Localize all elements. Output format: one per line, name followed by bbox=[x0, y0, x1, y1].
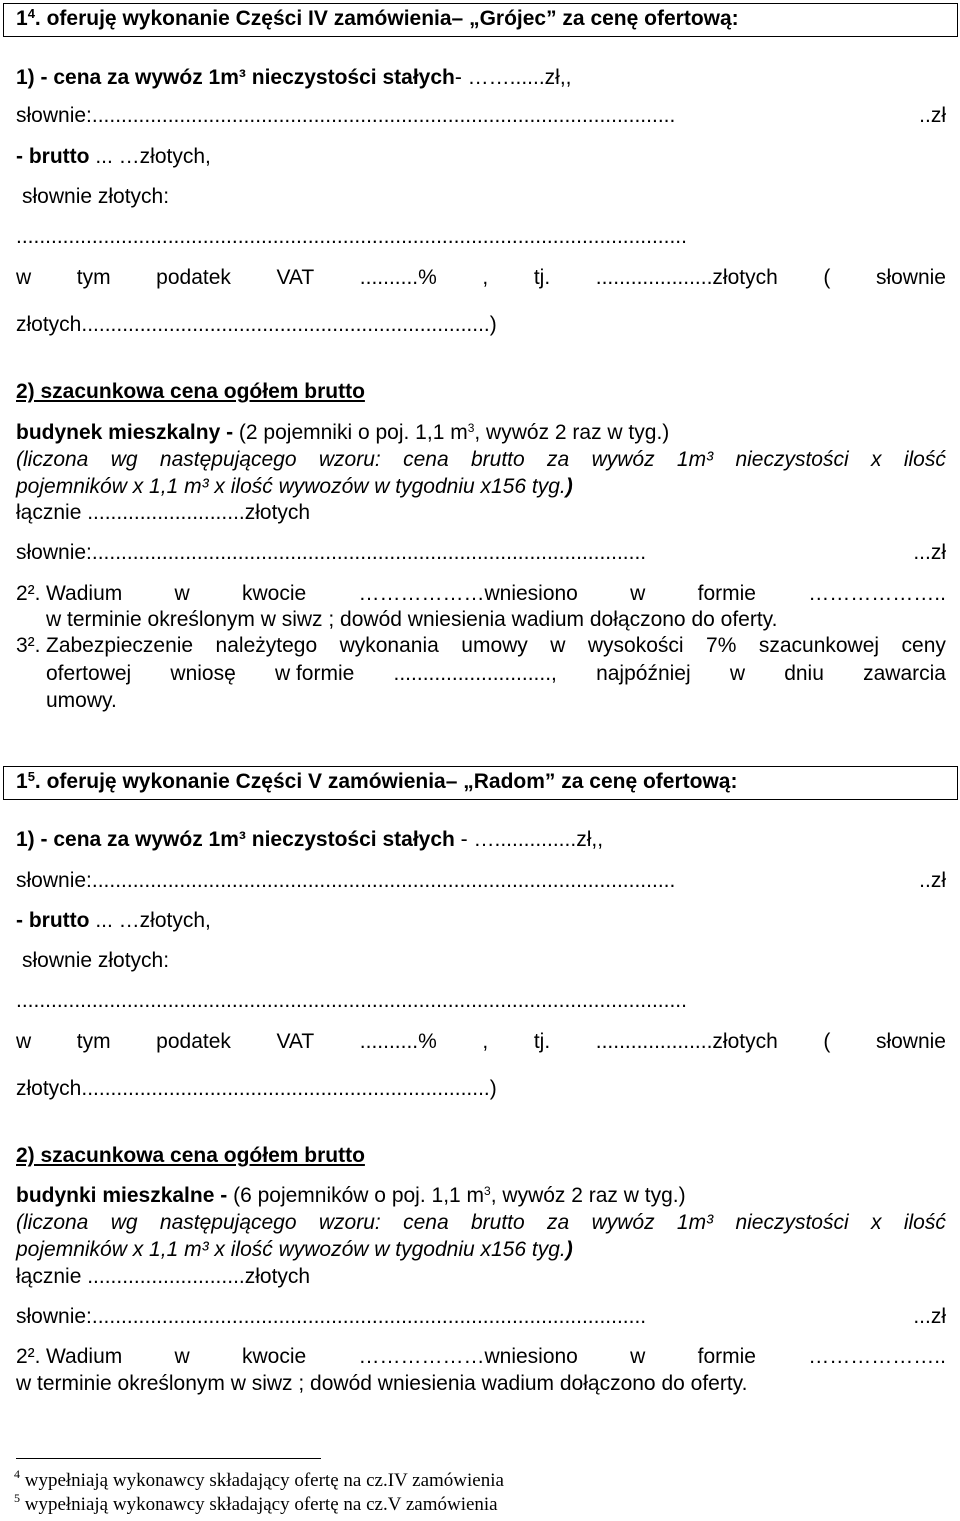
word: ..........................., bbox=[393, 662, 557, 685]
word: , bbox=[482, 266, 489, 289]
footnote-ref: 5 bbox=[27, 769, 35, 784]
word: słownie bbox=[875, 1030, 946, 1053]
word: formie bbox=[697, 582, 756, 605]
header-number: 1 bbox=[16, 770, 28, 793]
zabezpieczenie-line-1 bbox=[46, 634, 946, 658]
word: zawarcia bbox=[863, 662, 946, 685]
word: w bbox=[16, 1030, 32, 1053]
building-line: budynki mieszkalne - (6 pojemników o poj. 1,1 $m^3$, wywóz 2 raz w tyg.) bbox=[16, 1184, 686, 1207]
word: ..........% bbox=[359, 266, 437, 289]
word: (liczona bbox=[16, 448, 89, 471]
word: 1m³ bbox=[676, 448, 714, 471]
estimated-total-heading: 2) szacunkowa cena ogółem brutto bbox=[16, 380, 365, 403]
section-4-header bbox=[3, 3, 958, 37]
footnote-4: $^4$ wypełniają wykonawcy składający ofertę na cz.IV zamówienia bbox=[14, 1467, 504, 1491]
footnote-ref: 4 bbox=[27, 6, 35, 21]
wadium-number: 2². bbox=[16, 1345, 41, 1368]
word: tym bbox=[76, 1030, 111, 1053]
header-number: 1 bbox=[16, 7, 28, 30]
wadium-line-2: w terminie określonym w siwz ; dowód wniesienia wadium dołączono do oferty. bbox=[16, 1372, 748, 1395]
price-blank: - …..............zł,, bbox=[454, 828, 604, 851]
price-label: 1) - cena za wywóz 1m³ nieczystości stałych bbox=[16, 828, 455, 851]
word: wzoru: bbox=[318, 1211, 381, 1234]
word: szacunkowej bbox=[758, 634, 880, 657]
word: ………………wniesiono bbox=[358, 1345, 578, 1368]
word: wysokości bbox=[587, 634, 684, 657]
word: formie bbox=[697, 1345, 756, 1368]
word: x bbox=[870, 1211, 882, 1234]
word: Wadium bbox=[46, 582, 123, 605]
word: ....................złotych bbox=[595, 266, 778, 289]
vat-line bbox=[16, 1030, 946, 1054]
estimated-total-heading: 2) szacunkowa cena ogółem brutto bbox=[16, 1144, 365, 1167]
word: dniu bbox=[784, 662, 824, 685]
header-text: . oferuję wykonanie Części IV zamówienia– „Grójec” za cenę ofertową: bbox=[34, 7, 739, 30]
word: wywóz bbox=[591, 448, 655, 471]
vat-line bbox=[16, 266, 946, 290]
word: słownie bbox=[875, 266, 946, 289]
word: Zabezpieczenie bbox=[46, 634, 194, 657]
dots-line: ................................................................................................................... bbox=[16, 225, 687, 248]
word: za bbox=[547, 1211, 570, 1234]
word: za bbox=[547, 448, 570, 471]
brutto-line: - brutto ... …złotych, bbox=[16, 145, 211, 168]
zabezpieczenie-line-3: umowy. bbox=[46, 689, 117, 712]
word: w bbox=[174, 582, 190, 605]
word: najpóźniej bbox=[596, 662, 691, 685]
word: brutto bbox=[470, 448, 525, 471]
word: , bbox=[482, 1030, 489, 1053]
word: w bbox=[630, 1345, 646, 1368]
word: x bbox=[870, 448, 882, 471]
word: wzoru: bbox=[318, 448, 381, 471]
word: tym bbox=[76, 266, 111, 289]
footnote-separator bbox=[16, 1458, 321, 1459]
word: ……………….. bbox=[808, 1345, 946, 1368]
word: kwocie bbox=[241, 1345, 307, 1368]
word: następującego bbox=[159, 1211, 297, 1234]
wadium-line bbox=[46, 1345, 946, 1369]
slownie-line: słownie:.................................................................................................... ..zł bbox=[16, 869, 946, 892]
slownie-zlotych-label: słownie złotych: bbox=[22, 185, 170, 208]
word: w bbox=[174, 1345, 190, 1368]
word: wniosę bbox=[170, 662, 236, 685]
word: tj. bbox=[533, 266, 551, 289]
word: ceny bbox=[901, 634, 946, 657]
zlotych-line: złotych......................................................................) bbox=[16, 1077, 497, 1100]
dots-line: ................................................................................................................... bbox=[16, 989, 687, 1012]
wadium-number: 2². bbox=[16, 582, 41, 605]
price-per-m3-line bbox=[16, 828, 603, 852]
word: nieczystości bbox=[735, 1211, 849, 1234]
brutto-line: - brutto ... …złotych, bbox=[16, 909, 211, 932]
zlotych-line: złotych......................................................................) bbox=[16, 313, 497, 336]
slownie-line-2: słownie:............................................................................................... ...zł bbox=[16, 541, 946, 564]
formula-line-2: pojemników x 1,1 m³ x ilość wywozów w tygodniu x156 tyg.) bbox=[16, 1238, 573, 1261]
formula-line-1 bbox=[16, 448, 946, 472]
word: wg bbox=[110, 448, 138, 471]
word: tj. bbox=[533, 1030, 551, 1053]
header-text: . oferuję wykonanie Części V zamówienia– „Radom” za cenę ofertową: bbox=[34, 770, 738, 793]
word: ( bbox=[823, 266, 831, 289]
zabezpieczenie-number: 3². bbox=[16, 634, 41, 657]
word: nieczystości bbox=[735, 448, 849, 471]
word: ..........% bbox=[359, 1030, 437, 1053]
word: ofertowej bbox=[46, 662, 132, 685]
price-label: 1) - cena za wywóz 1m³ nieczystości stałych bbox=[16, 66, 455, 89]
slownie-line: słownie:.................................................................................................... ..zł bbox=[16, 104, 946, 127]
word: VAT bbox=[276, 1030, 315, 1053]
word: brutto bbox=[470, 1211, 525, 1234]
price-per-m3-line bbox=[16, 66, 572, 90]
word: ……………….. bbox=[808, 582, 946, 605]
word: wg bbox=[110, 1211, 138, 1234]
formula-line-2: pojemników x 1,1 m³ x ilość wywozów w tygodniu x156 tyg.) bbox=[16, 475, 573, 498]
word: (liczona bbox=[16, 1211, 89, 1234]
slownie-zlotych-label: słownie złotych: bbox=[22, 949, 170, 972]
wadium-line bbox=[46, 582, 946, 606]
word: następującego bbox=[159, 448, 297, 471]
word: należytego bbox=[215, 634, 318, 657]
word: VAT bbox=[276, 266, 315, 289]
word: w bbox=[630, 582, 646, 605]
word: 1m³ bbox=[676, 1211, 714, 1234]
word: 7% bbox=[706, 634, 737, 657]
word: wykonania bbox=[339, 634, 439, 657]
word: w formie bbox=[274, 662, 355, 685]
word: podatek bbox=[156, 1030, 231, 1053]
word: ( bbox=[823, 1030, 831, 1053]
word: kwocie bbox=[241, 582, 307, 605]
formula-line-1 bbox=[16, 1211, 946, 1235]
word: podatek bbox=[156, 266, 231, 289]
word: ilość bbox=[903, 448, 946, 471]
building-line: budynek mieszkalny - (2 pojemniki o poj. 1,1 $m^3$, wywóz 2 raz w tyg.) bbox=[16, 421, 670, 444]
slownie-line-2: słownie:............................................................................................... ...zł bbox=[16, 1305, 946, 1328]
word: w bbox=[729, 662, 746, 685]
word: cena bbox=[403, 448, 449, 471]
word: wywóz bbox=[591, 1211, 655, 1234]
word: ....................złotych bbox=[595, 1030, 778, 1053]
price-blank: - ……......zł,, bbox=[454, 66, 572, 89]
word: ilość bbox=[903, 1211, 946, 1234]
word: w bbox=[550, 634, 566, 657]
word: w bbox=[16, 266, 32, 289]
section-5-header bbox=[3, 766, 958, 800]
lacznie-line: łącznie ...........................złotych bbox=[16, 501, 311, 524]
lacznie-line: łącznie ...........................złotych bbox=[16, 1265, 311, 1288]
word: ………………wniesiono bbox=[358, 582, 578, 605]
wadium-line-2: w terminie określonym w siwz ; dowód wniesienia wadium dołączono do oferty. bbox=[46, 608, 778, 631]
word: cena bbox=[403, 1211, 449, 1234]
zabezpieczenie-line-2 bbox=[46, 662, 946, 686]
footnote-5: $^5$ wypełniają wykonawcy składający ofertę na cz.V zamówienia bbox=[14, 1491, 498, 1515]
word: umowy bbox=[461, 634, 528, 657]
word: Wadium bbox=[46, 1345, 123, 1368]
